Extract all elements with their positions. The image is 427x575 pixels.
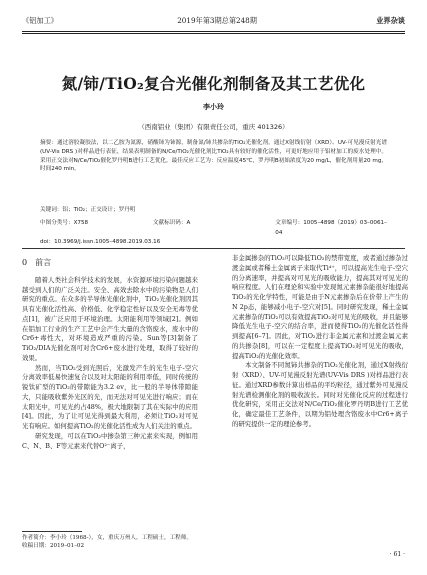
left-column [22, 254, 198, 451]
author-bio: 作者简介：李小玲（1968-），女，重庆万州人，工程硕士，工程师。 [22, 535, 192, 541]
header-rule-thin [22, 33, 405, 34]
abstract: 摘要：通过溶胶凝胶法，以二乙胺为氮源，硝酸铈为铈源，制备氮/铈共掺杂的TiO₂光催化剂。通过X射线衍射（XRD）、UV-可见漫反射光谱(UV-Vis DRS )对样品进行表征，结果表明制备的N/Ce/TiO₂光催化剂比TiO₂具有较好的催化活性，可更好地应用于铝材加工的废水处理中。采用正交法对N/Ce/TiO₂催化罗丹明B进行工艺优化，最佳反应工艺为：反应温度45℃，罗丹明B初始浓度为20 mg/L，催化剂用量20 mg，时间240 min。 [40, 140, 387, 173]
header-rule [22, 31, 405, 32]
right-column [232, 254, 408, 430]
document-code: 文献标识码：A [152, 220, 191, 226]
journal-name: 《铝加工》 [22, 16, 58, 25]
column-name: 业界杂谈 [376, 16, 405, 25]
keywords: 关键词：铝；TiO₂；正交设计；罗丹明 [40, 207, 136, 213]
page-number: · 61 · [389, 551, 405, 558]
author-affiliation: （西南铝业（集团）有限责任公司，重庆 401326） [138, 123, 289, 131]
footnote-rule [22, 531, 82, 532]
body-paragraph: 本文制备不同氮铈共掺杂的TiO₂光催化剂，通过X射线衍射（XRD）、UV-可见漫反射光谱(UV-Vis DRS )对样品进行表征。通过XRD参数计算出样品的平均粒径，通过紫外可见漫反射光谱检测催化剂的吸收波长。同时对光催化反应的过程进行优化研究，采用正交法对N/Ce/TiO₂催化罗丹明B进行工艺优化，确定最佳工艺条件，以期为铝处理含铬废水中Cr6+离子的研究提供一定的理论参考。 [232, 361, 408, 428]
doi: doi：10.3969/j.issn.1005–4898.2019.03.16 [40, 239, 161, 245]
clc-number: 中图分类号：X758 [40, 220, 89, 226]
article-metadata [40, 215, 387, 248]
body-paragraph: 然而，当TiO₂受到光照后，光激发产生的光生电子-空穴分离效率低易快速复合以及对太阳能的利用率低，同时传统的锐钛矿型的TiO₂的带隙能为3.2 ev，比一般的半导体带隙能大，只能吸收紫外光区的光，而无法对可见光进行响应；而在太阳光中，可见光约占48%，极大地限制了其在实际中的应用[4]。因此，为了让可见光得到最大利用，必须让TiO₂对可见光有响应。如何提高TiO₂的光催化活性成为人们关注的重点。 [22, 363, 198, 430]
section-divider [22, 248, 405, 249]
body-paragraph: 非金属掺杂的TiO₂可以降低TiO₂的禁带宽度，或者通过掺杂过渡金属或者稀土金属离子来取代Ti⁴⁺，可以提高光生电子-空穴的分离速率，并提高对可见光的吸收能力，提高其对可见光的响应程度。人们在理论和实验中发现氮元素掺杂能很好地提高TiO₂的光化学特性，可能是由于N元素掺杂后在价带上产生的N 2p态，能够减小电子-空穴对[5]。同时研究发现，稀土金属元素掺杂的TiO₂可以有效提高TiO₂对可见光的吸收，并且能够降低光生电子-空穴的结合率，进而使得TiO₂的光催化活性得到提高[6–7]。因此，对TiO₂进行非金属元素和过渡金属元素的共掺杂[8]，可以在一定程度上提高TiO₂对可见光的吸收，提高TiO₂的光催化效率。 [232, 254, 408, 360]
received-date: 收稿日期：2019–01–02 [22, 543, 85, 549]
issue-info: 2019年第3期总第248期 [177, 16, 257, 25]
section-heading: 0 前言 [22, 258, 52, 267]
body-paragraph: 随着人类社会科学技术的发展，水资源环境污染问题越来越受到人们的广泛关注。安全、高效去除水中的污染物是人们研究的重点。在众多的半导体光催化剂中，TiO₂光催化剂因其具有光催化活性高、价格低、化学稳定性好以及安全无毒等优点[1]，被广泛应用于环境治理。太阳能利用等领域[2]。例如在铝加工行业的生产工艺中会产生大量的含铬废水，废水中的Cr6+毒性大，对环境造成严重的污染。Sun等[3]制备了TiO₂/DIA光催化剂可对含Cr6+废水进行处理，取得了较好的效果。 [22, 275, 198, 362]
article-title: 氮/铈/TiO₂复合光催化剂制备及其工艺优化 [61, 74, 366, 93]
author-name: 李小玲 [203, 102, 224, 111]
body-paragraph: 研究发现，可以在TiO₂中掺杂第三种元素来实现，例如用C、N、B、F等元素来代替O²⁻离子， [22, 431, 198, 450]
footnote [22, 534, 222, 550]
article-number: 文章编号：1005–4898（2019）03–0061–04 [275, 220, 387, 236]
running-header [22, 14, 405, 28]
